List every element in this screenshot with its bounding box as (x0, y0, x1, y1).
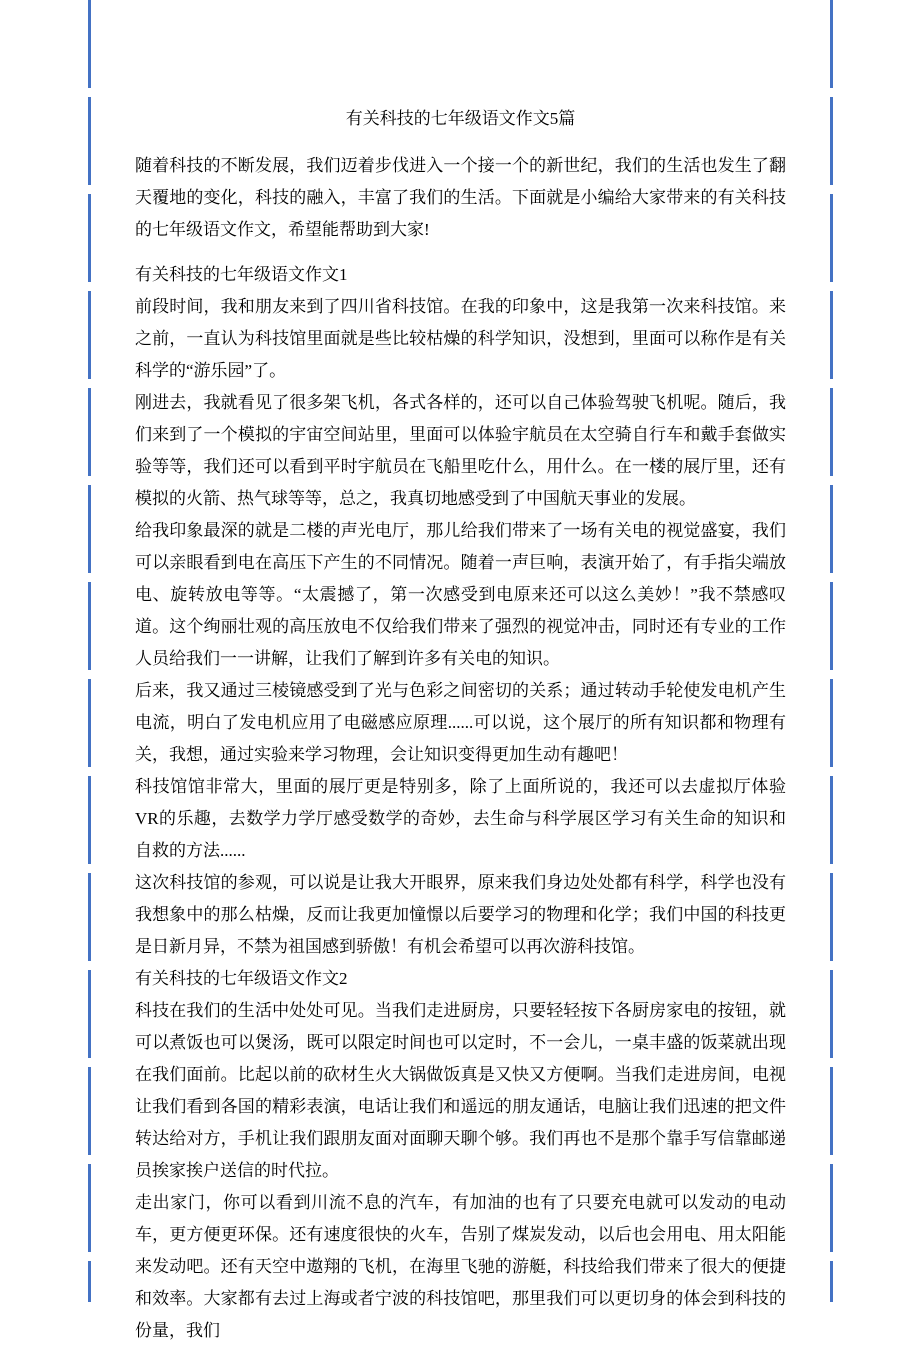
paragraph: 科技在我们的生活中处处可见。当我们走进厨房，只要轻轻按下各厨房家电的按钮，就可以煮饭也可以煲汤，既可以限定时间也可以定时，不一会儿，一桌丰盛的饭菜就出现在我们面前。比起以前的砍材生火大锅做饭真是又快又方便啊。当我们走进房间，电视让我们看到各国的精彩表演，电话让我们和遥远的朋友通话，电脑让我们迅速的把文件转达给对方，手机让我们跟朋友面对面聊天聊个够。我们再也不是那个靠手写信靠邮递员挨家挨户送信的时代拉。 (135, 1001, 786, 1180)
paragraph: 这次科技馆的参观，可以说是让我大开眼界，原来我们身边处处都有科学，科学也没有我想象中的那么枯燥，反而让我更加憧憬以后要学习的物理和化学；我们中国的科技更是日新月异，不禁为祖国感到骄傲！有机会希望可以再次游科技馆。 (135, 873, 786, 956)
document-title: 有关科技的七年级语文作文5篇 (345, 109, 576, 128)
paragraph: 后来，我又通过三棱镜感受到了光与色彩之间密切的关系；通过转动手轮使发电机产生电流，明白了发电机应用了电磁感应原理......可以说，这个展厅的所有知识都和物理有关，我想，通过实验来学习物理，会让知识变得更加生动有趣吧！ (135, 681, 786, 764)
document-content (135, 103, 786, 1347)
left-margin-rule (88, 0, 91, 1302)
paragraph: 走出家门，你可以看到川流不息的汽车，有加油的也有了只要充电就可以发动的电动车，更方便更环保。还有速度很快的火车，告别了煤炭发动，以后也会用电、用太阳能来发动吧。还有天空中遨翔的飞机，在海里飞驰的游艇，科技给我们带来了很大的便捷和效率。大家都有去过上海或者宁波的科技馆吧，那里我们可以更切身的体会到科技的份量，我们 (135, 1193, 786, 1340)
intro-paragraph: 随着科技的不断发展，我们迈着步伐进入一个接一个的新世纪，我们的生活也发生了翻天覆地的变化，科技的融入，丰富了我们的生活。下面就是小编给大家带来的有关科技的七年级语文作文，希望能帮助到大家! (135, 156, 786, 239)
section-1-heading: 有关科技的七年级语文作文1 (135, 265, 348, 284)
paragraph: 刚进去，我就看见了很多架飞机，各式各样的，还可以自己体验驾驶飞机呢。随后，我们来到了一个模拟的宇宙空间站里，里面可以体验宇航员在太空骑自行车和戴手套做实验等等，我们还可以看到平时宇航员在飞船里吃什么，用什么。在一楼的展厅里，还有模拟的火箭、热气球等等，总之，我真切地感受到了中国航天事业的发展。 (135, 393, 786, 508)
essay-section-2 (135, 963, 786, 1347)
section-2-heading: 有关科技的七年级语文作文2 (135, 969, 348, 988)
paragraph: 给我印象最深的就是二楼的声光电厅，那儿给我们带来了一场有关电的视觉盛宴，我们可以亲眼看到电在高压下产生的不同情况。随着一声巨响，表演开始了，有手指尖端放电、旋转放电等等。“太震撼了，第一次感受到电原来还可以这么美妙！”我不禁感叹道。这个绚丽壮观的高压放电不仅给我们带来了强烈的视觉冲击，同时还有专业的工作人员给我们一一讲解，让我们了解到许多有关电的知识。 (135, 521, 786, 668)
paragraph: 科技馆馆非常大，里面的展厅更是特别多，除了上面所说的，我还可以去虚拟厅体验VR的乐趣，去数学力学厅感受数学的奇妙，去生命与科学展区学习有关生命的知识和自救的方法...... (135, 777, 786, 860)
paragraph: 前段时间，我和朋友来到了四川省科技馆。在我的印象中，这是我第一次来科技馆。来之前，一直认为科技馆里面就是些比较枯燥的科学知识，没想到，里面可以称作是有关科学的“游乐园”了。 (135, 297, 786, 380)
right-margin-rule (830, 0, 833, 1302)
essay-section-1 (135, 259, 786, 963)
